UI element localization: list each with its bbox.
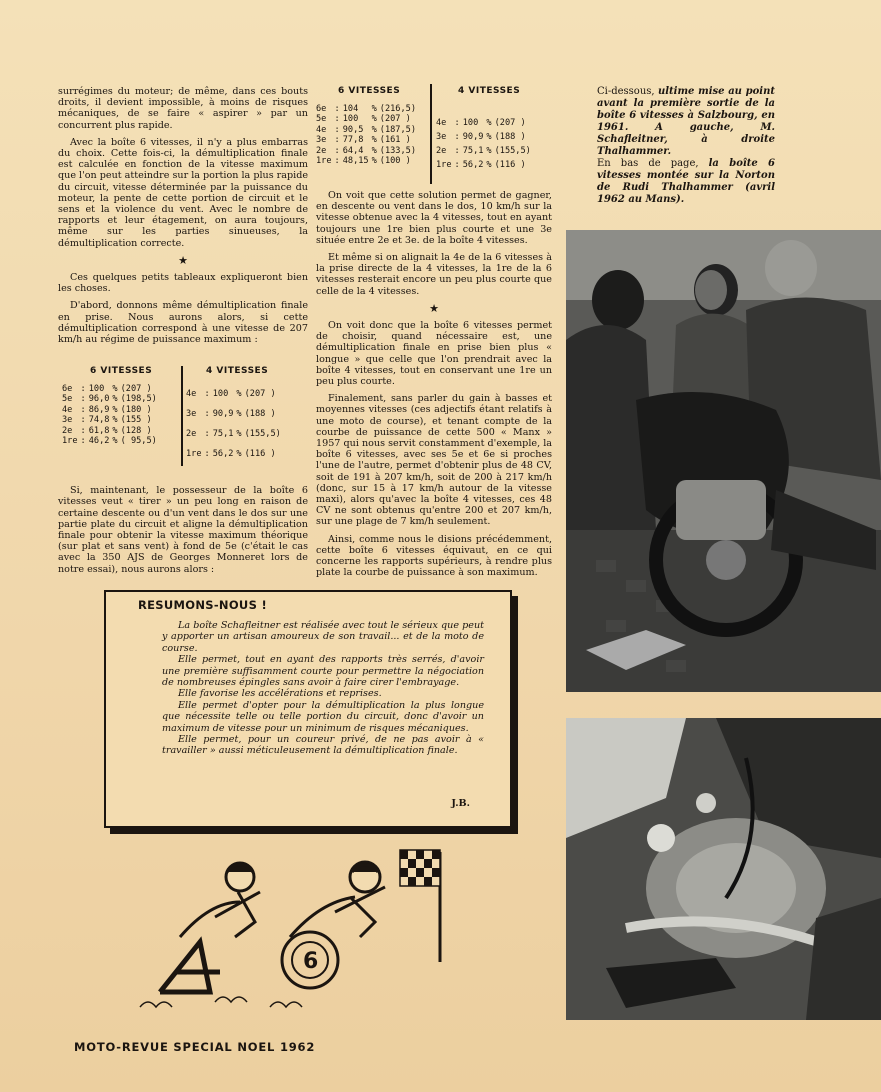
caption-lead-1: Ci-dessous, [597,86,658,97]
gear-cell: 3e [62,415,73,426]
gear-cell: % [371,156,377,167]
gear-cell: (128 ) [120,425,152,436]
gear-cell: % [112,436,118,447]
gear-cell: : [334,114,340,125]
gear-cell: 6e [62,384,73,394]
table2-six-speed [316,104,419,166]
gear-cell: % [486,117,492,128]
gear-cell: % [112,384,118,394]
gear-row [436,158,534,172]
gear-cell: (207 ) [379,114,411,125]
gear-cell: % [371,104,377,114]
gear-cell: % [486,131,492,142]
gear-row [316,146,419,156]
gear-cell: : [80,425,86,436]
gear-cell: 90,9 [462,131,484,142]
gear-cell: : [204,408,210,419]
gear-cell: : [334,156,340,167]
gear-row [436,130,534,144]
photo-gearbox-closeup [566,718,881,1020]
gear-cell: % [112,425,118,436]
paragraph: Si, maintenant, le possesseur de la boîte 6 vitesses veut « tirer » un peu long en raison de certaine descente ou d'un vent dans le dos sur une partie plate du circuit et aligne la démultiplication finale pour obtenir la vitesse maximum théorique (sur plat et sans vent) à fond de 5e (c'était le cas avec la 350 AJS de Georges Monneret lors de notre essai), nous aurons alors : [58,485,308,575]
gear-cell: % [486,145,492,156]
gear-row [62,384,160,394]
gear-cell: 56,2 [212,448,234,459]
article-column-2 [316,190,552,585]
gear-cell: 4e [316,124,327,135]
checkered-flag-icon [400,850,440,962]
gear-cell: (198,5) [120,394,157,405]
gear-cell: (180 ) [120,404,152,415]
gear-cell: 61,8 [88,425,110,436]
gear-row [186,384,284,404]
gear-cell: 2e [436,145,447,156]
gear-cell: (207 ) [494,117,526,128]
table1-four-speed [186,384,284,464]
gear-cell: 100 [212,388,229,399]
gear-cell: : [80,404,86,415]
gear-cell: 4e [186,388,197,399]
table2-four-speed [436,116,534,172]
gear-cell: (116 ) [494,159,526,170]
paragraph: Avec la boîte 6 vitesses, il n'y a plus embarras du choix. Cette fois-ci, la démultiplication finale est calculée en fonction de la vitesse maximum que l'on peut atteindre sur la portion la plus rapide du circuit, vitesse déterminée par la puissance du moteur, la pente de cette portion de circuit et le sens et la violence du vent. Avec le nombre de rapports et leur étagement, on aura toujours, même sur les parties sinueuses, la démultiplication correcte. [58,136,309,249]
gear-cell: % [236,388,242,399]
gear-cell: : [204,428,210,439]
gear-row [186,444,284,464]
paragraph: Ces quelques petits tableaux expliqueront bien les choses. [58,272,308,295]
gear-cell: % [112,394,118,405]
gear-cell: % [236,448,242,459]
paragraph: On voit donc que la boîte 6 vitesses permet de choisir, quand nécessaire est, une démultiplication finale en prise bien plus « longue » que celle que l'on prendrait avec la boîte 4 vitesses, tout en conservant une 1re un peu plus courte. [316,320,552,388]
gear-cell: : [204,448,210,459]
summary-point: Elle permet d'opter pour la démultiplication la plus longue que nécessite telle ou telle portion du circuit, donc d'avoir un maximum de vitesse pour un minimum de risques mécaniques. [162,699,484,734]
gear-cell: 46,2 [88,436,110,447]
gear-row [316,104,419,114]
gear-cell: (207 ) [244,388,276,399]
table1-header-4: 4 VITESSES [206,366,269,376]
table2-divider [430,84,432,184]
gear-cell: : [454,117,460,128]
gear-cell: 1re [62,436,78,447]
gear-cell: 64,4 [342,145,364,156]
gear-cell: % [236,408,242,419]
caption-emph-1: ultime mise au point avant la première sortie de la boîte 6 vitesses à Salzbourg, en 1961. A gauche, M. Schafleitner, à droite Thalhammer. [597,86,775,157]
gear-cell: 100 [88,384,105,394]
gear-cell: (100 ) [379,156,411,167]
gear-cell: : [204,388,210,399]
racer-six-speed-icon [282,862,385,988]
gear-cell: : [80,384,86,394]
table1-header-6: 6 VITESSES [90,366,153,376]
gear-cell: 2e [186,428,197,439]
paragraph: On voit que cette solution permet de gagner, en descente ou vent dans le dos, 10 km/h sur la vitesse obtenue avec la 4 vitesses, tout en ayant toujours une 1re bien plus courte et une 3e située entre 2e et 3e. de la boîte 4 vitesses. [316,190,552,246]
gear-cell: 75,1 [212,428,234,439]
caption-lead-2: En bas de page, [597,158,709,169]
gear-cell: % [486,159,492,170]
gear-cell: : [454,159,460,170]
gear-cell: 2e [316,145,327,156]
gear-cell: (155,5) [494,145,531,156]
gear-cell: : [334,104,340,114]
gear-row [316,114,419,124]
table1-divider [181,366,183,466]
gear-cell: 100 [342,114,359,125]
star-separator: ★ [178,253,188,267]
summary-point: Elle permet, pour un coureur privé, de ne pas avoir à « travailler » aussi méticuleusement la démultiplication finale. [162,734,484,757]
photo-mechanics-workshop [566,230,881,692]
paragraph: Et même si on alignait la 4e de la 6 vitesses à la prise directe de la 4 vitesses, la 1re de la 6 vitesses resterait encore un peu plus courte que celle de la 4 vitesses. [316,252,552,297]
gear-cell: (216,5) [379,104,416,114]
gear-cell: 6e [316,104,327,114]
summary-point: Elle favorise les accélérations et reprises. [178,688,382,700]
gear-cell: 4e [436,117,447,128]
gear-cell: 3e [436,131,447,142]
gear-cell: 1re [186,448,202,459]
gear-cell: % [371,124,377,135]
summary-point: La boîte Schafleitner est réalisée avec tout le sérieux que peut y apporter un artisan amoureux de son travail... et de la moto de course. [162,620,484,654]
gear-cell: % [236,428,242,439]
gear-cell: : [334,135,340,146]
gear-row [436,116,534,130]
gear-cell: 2e [62,425,73,436]
gear-row [62,426,160,436]
gear-row [316,156,419,166]
photo-mechanics-illustration [566,230,881,692]
gear-cell: 3e [316,135,327,146]
gear-row [316,125,419,135]
gear-cell: ( 95,5) [120,436,157,447]
gear-cell: (133,5) [379,145,416,156]
gear-row [62,394,160,404]
gear-cell: 90,9 [212,408,234,419]
gear-row [62,436,160,446]
table2-header-6: 6 VITESSES [338,86,401,96]
gear-cell: 74,8 [88,415,110,426]
caption-emph-2: la boîte 6 vitesses montée sur la Norton de Rudi Thalhammer (avril 1962 au Mans). [597,158,775,205]
gear-cell: 56,2 [462,159,484,170]
gear-cell: 48,15 [342,156,369,167]
racer-four-speed-icon [160,863,260,992]
gear-cell: 5e [62,394,73,405]
gear-cell: (188 ) [494,131,526,142]
gear-cell: 1re [316,156,332,167]
gear-cell: 86,9 [88,404,110,415]
gear-row [186,404,284,424]
gear-cell: : [80,436,86,447]
gear-cell: 75,1 [462,145,484,156]
gear-cell: 1re [436,159,452,170]
gear-cell: : [454,131,460,142]
dust-clouds-icon [140,997,302,1007]
gear-row [436,144,534,158]
photo-gearbox-illustration [566,718,881,1020]
gear-cell: (155,5) [244,428,281,439]
paragraph: Finalement, sans parler du gain à basses et moyennes vitesses (ces adjectifs étant relatifs à une moto de course), et tenant compte de la courbe de puissance de cette 500 « Manx » 1957 qui nous servit constamment d'exemple, la boîte 6 vitesses, avec ses 5e et 6e si proches l'une de l'autre, permet d'obtenir plus de 48 CV, soit de 191 à 207 km/h, soit de 200 à 217 km/h (donc, sur 15 à 17 km/h autour de la vitesse maxi), alors qu'avec la boîte 4 vitesses, ces 48 CV ne sont obtenus qu'entre 200 et 207 km/h, sur une plage de 7 km/h seulement. [316,393,552,528]
gear-cell: % [112,415,118,426]
gear-cell: % [371,114,377,125]
gear-cell: 4e [62,404,73,415]
summary-point: Elle permet, tout en ayant des rapports très serrés, d'avoir une première suffisamment courte pour permettre la négociation de nombreuses épingles sans avoir à faire cirer l'embrayage. [162,654,484,689]
gear-cell: : [334,145,340,156]
author-signature: J.B. [451,798,470,809]
gear-cell: 77,8 [342,135,364,146]
page-footer: MOTO-REVUE SPECIAL NOEL 1962 [74,1040,316,1054]
gear-cell: 100 [462,117,479,128]
gear-cell: : [454,145,460,156]
gear-row [62,415,160,425]
gear-cell: 96,0 [88,394,110,405]
table2-header-4: 4 VITESSES [458,86,521,96]
gear-cell: (116 ) [244,448,276,459]
gear-cell: (155 ) [120,415,152,426]
paragraph: surrégimes du moteur; de même, dans ces bouts droits, il devient impossible, à moins de risques mécaniques, de se faire « aspirer » par un concurrent plus rapide. [58,86,308,131]
gear-cell: : [334,124,340,135]
gear-cell: 104 [342,104,359,114]
gear-cell: 5e [316,114,327,125]
gear-cell: 90,5 [342,124,364,135]
gear-row [316,135,419,145]
gear-cell: : [80,415,86,426]
gear-cell: (207 ) [120,384,152,394]
gear-cell: 3e [186,408,197,419]
gear-row [186,424,284,444]
paragraph: Ainsi, comme nous le disions précédemment, cette boîte 6 vitesses équivaut, en ce qui concerne les rapports supérieurs, à rendre plus plate la courbe de puissance à son maximum. [316,533,552,579]
gear-cell: : [80,394,86,405]
gear-cell: (188 ) [244,408,276,419]
summary-title: RESUMONS-NOUS ! [134,598,271,612]
gear-row [62,405,160,415]
gear-cell: (187,5) [379,124,416,135]
photo-caption [597,86,775,206]
gear-cell: % [371,145,377,156]
article-column-1 [58,86,308,581]
star-separator: ★ [429,301,439,315]
table1-six-speed [62,384,160,446]
cartoon-racers-illustration [120,842,460,1012]
svg-text:6: 6 [303,949,319,974]
paragraph: D'abord, donnons même démultiplication finale en prise. Nous aurons alors, si cette démultiplication correspond à une vitesse de 207 km/h au régime de puissance maximum : [58,300,308,346]
gear-cell: % [371,135,377,146]
gear-cell: % [112,404,118,415]
gear-cell: (161 ) [379,135,411,146]
summary-box [104,590,512,828]
summary-body [162,620,484,757]
